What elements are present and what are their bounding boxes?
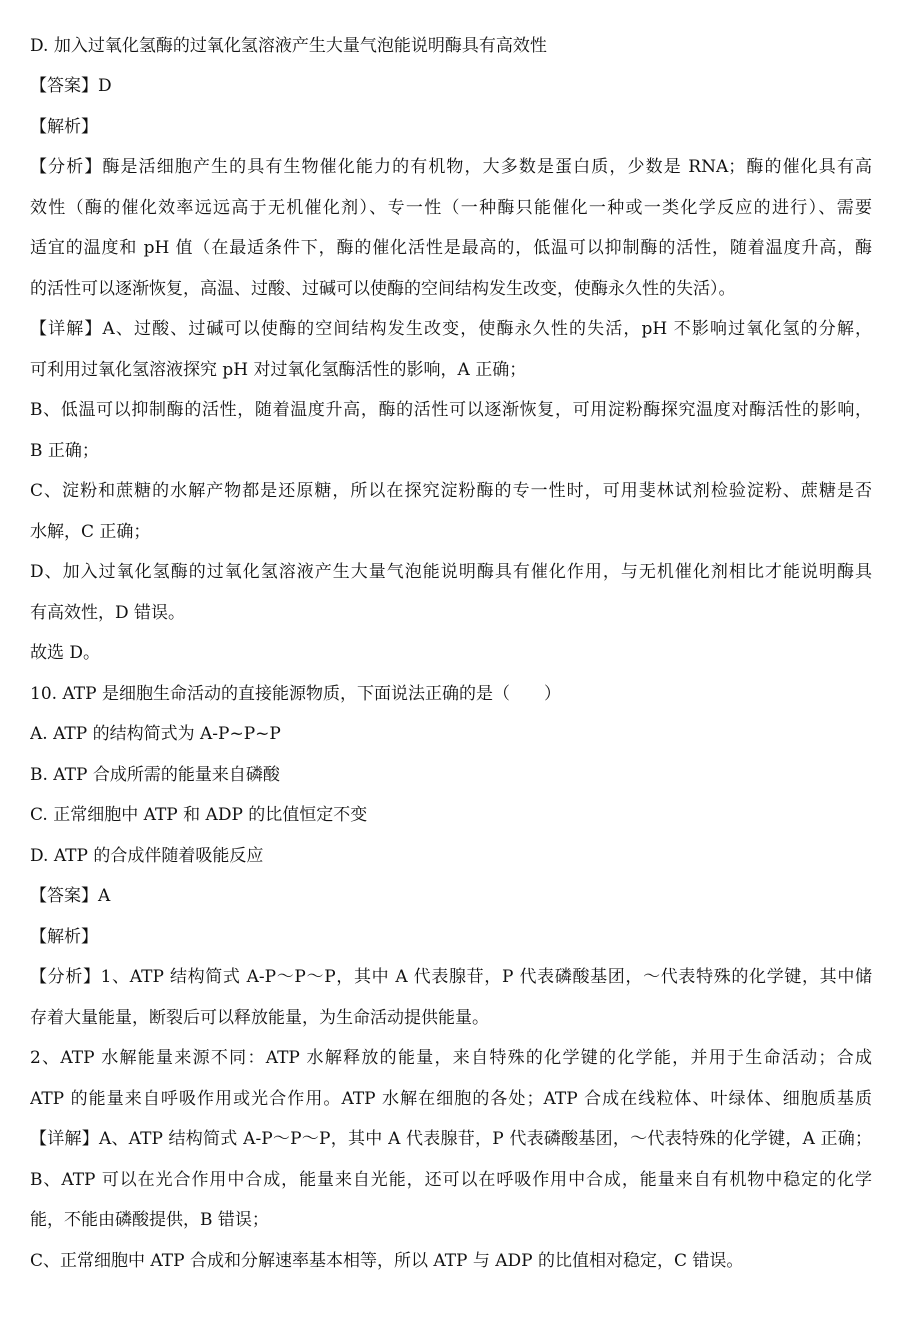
conclusion-line: 故选 D。 xyxy=(30,643,101,663)
analysis-paragraph-line: 【分析】酶是活细胞产生的具有生物催化能力的有机物，大多数是蛋白质，少数是 RNA；酶的催化具有高 xyxy=(30,157,872,177)
question-10-option-a: A. ATP 的结构简式为 A-P~P~P xyxy=(30,724,281,744)
answer-label: 【答案】D xyxy=(30,76,112,96)
detail-paragraph-line: C、正常细胞中 ATP 合成和分解速率基本相等，所以 ATP 与 ADP 的比值相对稳定，C 错误。 xyxy=(30,1251,744,1271)
answer-label: 【答案】A xyxy=(30,886,111,906)
analysis-paragraph-line: 2、ATP 水解能量来源不同：ATP 水解释放的能量，来自特殊的化学键的化学能，并用于生命活动；合成 xyxy=(30,1048,872,1068)
detail-paragraph-line: 有高效性，D 错误。 xyxy=(30,603,186,623)
detail-paragraph-line: D、加入过氧化氢酶的过氧化氢溶液产生大量气泡能说明酶具有催化作用，与无机催化剂相比才能说明酶具 xyxy=(30,562,872,582)
detail-paragraph-line: B 正确； xyxy=(30,441,99,461)
option-d-text: D. 加入过氧化氢酶的过氧化氢溶液产生大量气泡能说明酶具有高效性 xyxy=(30,36,547,56)
analysis-label: 【解析】 xyxy=(30,117,98,137)
analysis-paragraph-line: ATP 的能量来自呼吸作用或光合作用。ATP 水解在细胞的各处；ATP 合成在线粒体、叶绿体、细胞质基质 xyxy=(30,1089,872,1109)
question-10-option-b: B. ATP 合成所需的能量来自磷酸 xyxy=(30,765,280,785)
analysis-paragraph-line: 存着大量能量，断裂后可以释放能量，为生命活动提供能量。 xyxy=(30,1008,489,1028)
detail-paragraph-line: 能，不能由磷酸提供，B 错误； xyxy=(30,1210,269,1230)
analysis-label: 【解析】 xyxy=(30,927,98,947)
detail-paragraph-line: B、低温可以抑制酶的活性，随着温度升高，酶的活性可以逐渐恢复，可用淀粉酶探究温度对酶活性的影响， xyxy=(30,400,872,420)
detail-paragraph-line: 【详解】A、过酸、过碱可以使酶的空间结构发生改变，使酶永久性的失活，pH 不影响过氧化氢的分解， xyxy=(30,319,872,339)
question-10-option-c: C. 正常细胞中 ATP 和 ADP 的比值恒定不变 xyxy=(30,805,368,825)
analysis-paragraph-line: 的活性可以逐渐恢复，高温、过酸、过碱可以使酶的空间结构发生改变，使酶永久性的失活）。 xyxy=(30,279,736,299)
detail-paragraph-line: B、ATP 可以在光合作用中合成，能量来自光能，还可以在呼吸作用中合成，能量来自有机物中稳定的化学 xyxy=(30,1170,872,1190)
analysis-paragraph-line: 【分析】1、ATP 结构简式 A-P～P～P，其中 A 代表腺苷，P 代表磷酸基团，～代表特殊的化学键，其中储 xyxy=(30,967,872,987)
detail-paragraph-line: 水解，C 正确； xyxy=(30,522,151,542)
analysis-paragraph-line: 适宜的温度和 pH 值（在最适条件下，酶的催化活性是最高的，低温可以抑制酶的活性，随着温度升高，酶 xyxy=(30,238,872,258)
question-10-option-d: D. ATP 的合成伴随着吸能反应 xyxy=(30,846,264,866)
question-10-stem: 10. ATP 是细胞生命活动的直接能源物质，下面说法正确的是（ ） xyxy=(30,684,561,704)
detail-paragraph-line: 【详解】A、ATP 结构简式 A-P～P～P，其中 A 代表腺苷，P 代表磷酸基团，～代表特殊的化学键，A 正确； xyxy=(30,1129,872,1149)
detail-paragraph-line: 可利用过氧化氢溶液探究 pH 对过氧化氢酶活性的影响，A 正确； xyxy=(30,360,527,380)
detail-paragraph-line: C、淀粉和蔗糖的水解产物都是还原糖，所以在探究淀粉酶的专一性时，可用斐林试剂检验淀粉、蔗糖是否 xyxy=(30,481,872,501)
analysis-paragraph-line: 效性（酶的催化效率远远高于无机催化剂）、专一性（一种酶只能催化一种或一类化学反应的进行）、需要 xyxy=(30,198,872,218)
